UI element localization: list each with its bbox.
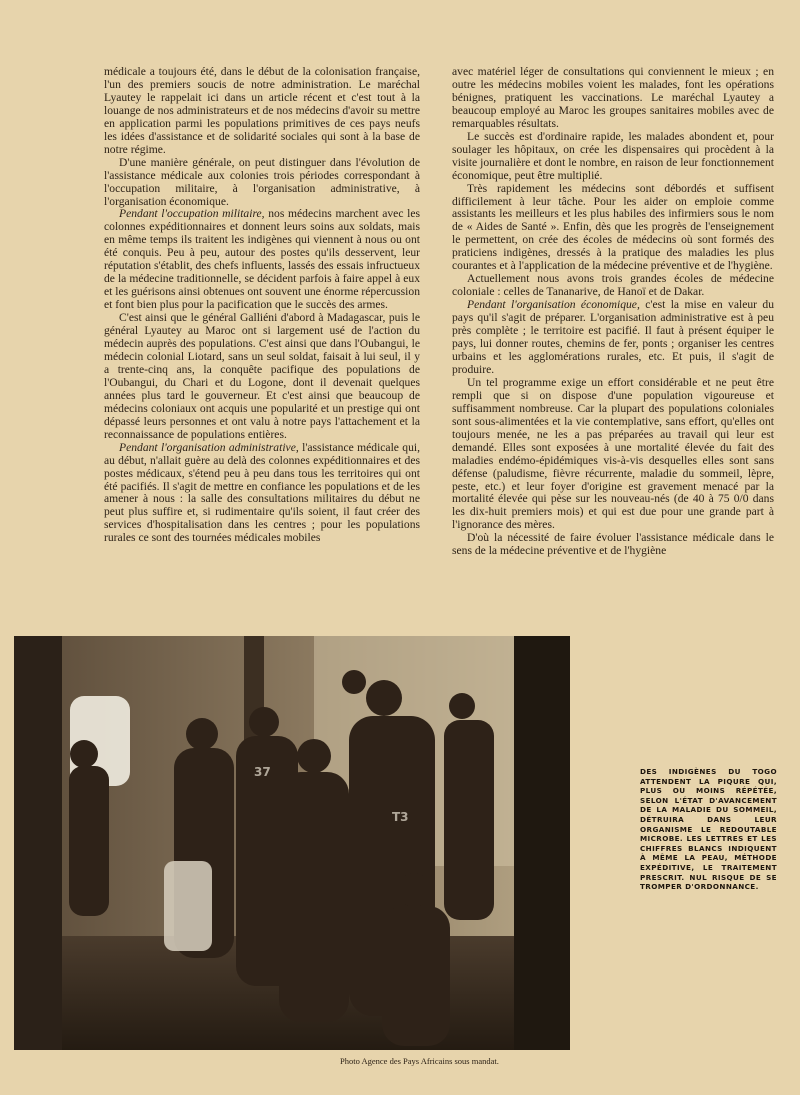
photo-illustration [14, 636, 570, 1050]
paragraph-body: l'assistance médicale qui, au début, n'allait guère au delà des colonnes expéditionnaires et des postes médicaux, s'étend peu à peu dans tous les territoires qui ont été pacifiés. Il s'agit de mettre en confiance les populations et de les amener à nous : la salle des consultations militaires du début ne peut plus suffire et, si rudimentaire qu'ils soient, il faut créer des services d'hospitalisation dans les centres ; pour les populations rurales ce sont des tournées médicales mobiles [104, 440, 420, 545]
photograph [14, 636, 570, 1050]
paragraph: D'une manière générale, on peut distinguer dans l'évolution de l'assistance médicale aux colonies trois périodes correspondant à l'occupation militaire, à l'organisation administrative, à l'organisation économique. [104, 155, 420, 208]
paragraph: Un tel programme exige un effort considérable et ne peut être rempli que si on dispose d'une population vigoureuse et suffisamment nombreuse. Car la plupart des populations coloniales sont sous-alimentées et la vie contemplative, sans effort, qu'elles ont toujours menée, ne les a pas préparées au travail qui leur est demandé. Elles sont exposées à une mortalité élevée du fait des maladies endémo-épidémiques vis-à-vis desquelles elles sont sans défense (paludisme, fièvre récurrente, maladie du sommeil, lèpre, peste, etc.) et leur foyer d'origine est gravement menacé par la mortalité élevée qui pèse sur les nouveau-nés (de 40 à 75 0/0 dans les dix-huit premiers mois) et qui est due pour une grande part à l'ignorance des mères. [452, 375, 774, 532]
paragraph-body: nos médecins marchent avec les colonnes expéditionnaires et donnent leurs soins aux soldats, mais en même temps ils traitent les indigènes qui viennent à nous ou ont été conquis. Peu à peu, autour des postes qu'ils desservent, leur réputation s'établit, des chefs influents, lassés des essais infructueux de la médecine traditionnelle, se décident parfois à faire appel à eux et les guérisons ainsi obtenues ont souvent une énorme répercussion et font bien plus pour la pacification que le succès des armes. [104, 207, 420, 312]
paragraph-body: c'est la mise en valeur du pays qu'il s'agit de préparer. L'organisation administrative est à peu près complète ; le territoire est pacifié. Il faut à présent équiper le pays, lui donner routes, chemins de fer, ponts ; organiser les centres urbains et les agglomérations rurales, etc. Et puis, il s'agit de produire. [452, 298, 774, 376]
paragraph [104, 442, 420, 546]
paragraph: Très rapidement les médecins sont débordés et suffisent difficilement à leur tâche. Pour les aider on emploie comme assistants les meilleurs et les plus habiles des infirmiers sous le nom de « Aides de Santé ». Enfin, dès que les progrès de l'enseignement le permettent, on crée des écoles de médecins où sont formés des praticiens indigènes, dressés à la pratique des maladies les plus courantes et à l'application de la médecine préventive et de l'hygiène. [452, 181, 774, 273]
photo-credit: Photo Agence des Pays Africains sous mandat. [340, 1056, 499, 1066]
paragraph-lead: Pendant l'organisation administrative, [119, 440, 299, 454]
paragraph: Actuellement nous avons trois grandes écoles de médecine coloniale : celles de Tananarive, de Hanoï et de Dakar. [452, 272, 774, 299]
paragraph: D'où la nécessité de faire évoluer l'assistance médicale dans le sens de la médecine préventive et de l'hygiène [452, 531, 774, 558]
paragraph: avec matériel léger de consultations qui conviennent le mieux ; en outre les médecins mobiles voient les malades, font les opérations bénignes, pratiquent les vaccinations. Le maréchal Lyautey a beaucoup employé au Maroc les groupes sanitaires mobiles avec de remarquables résultats. [452, 65, 774, 130]
paragraph [452, 299, 774, 377]
paragraph-lead: Pendant l'organisation économique, [467, 298, 640, 312]
photo-caption: DES INDIGÈNES DU TOGO ATTENDENT LA PIQURE QUI, PLUS OU MOINS RÉPÉTÉE, SELON L'ÉTAT D'AVANCEMENT DE LA MALADIE DU SOMMEIL, DÉTRUIRA DANS LEUR ORGANISME LE REDOUTABLE MICROBE. LES LETTRES ET LES CHIFFRES BLANCS INDIQUENT À MÊME LA PEAU, MÉTHODE EXPÉDITIVE, LE TRAITEMENT PRESCRIT. NUL RISQUE DE SE TROMPER D'ORDONNANCE. [640, 767, 777, 892]
paragraph: médicale a toujours été, dans le début de la colonisation française, l'un des premiers soucis de notre administration. Le maréchal Lyautey le rappelait ici dans un article récent et c'est tout à la louange de nos administrateurs et de nos médecins d'avoir su mettre en application parmi les populations primitives de ces pays neufs les idées d'assistance et de solidarité sociales qui sont à la base de notre régime. [104, 65, 420, 156]
paragraph [104, 208, 420, 312]
right-column [452, 66, 774, 558]
paragraph-lead: Pendant l'occupation militaire, [119, 207, 265, 221]
svg-text:T3: T3 [392, 810, 409, 824]
svg-text:37: 37 [254, 765, 271, 779]
left-column [104, 66, 420, 545]
paragraph: Le succès est d'ordinaire rapide, les malades abondent et, pour soulager les hôpitaux, on crée les dispensaires qui procèdent à la visite journalière et dont le nombre, en raison de leur fonctionnement économique, peut être multiplié. [452, 129, 774, 182]
paragraph: C'est ainsi que le général Galliéni d'abord à Madagascar, puis le général Lyautey au Maroc ont si largement usé de l'action du médecin auprès des populations. C'est ainsi que dans l'Oubangui, le médecin colonial Liotard, sans un seul soldat, faisait à lui seul, il y a trente-cinq ans, la conquête pacifique des populations de l'Oubangui, du Chari et du Logone, dont il devenait quelques années plus tard le gouverneur. Et c'est ainsi que beaucoup de médecins coloniaux ont acquis une popularité et un prestige qui ont dépassé leurs personnes et ont valu à notre pays l'attachement et la reconnaissance de populations entières. [104, 311, 420, 441]
